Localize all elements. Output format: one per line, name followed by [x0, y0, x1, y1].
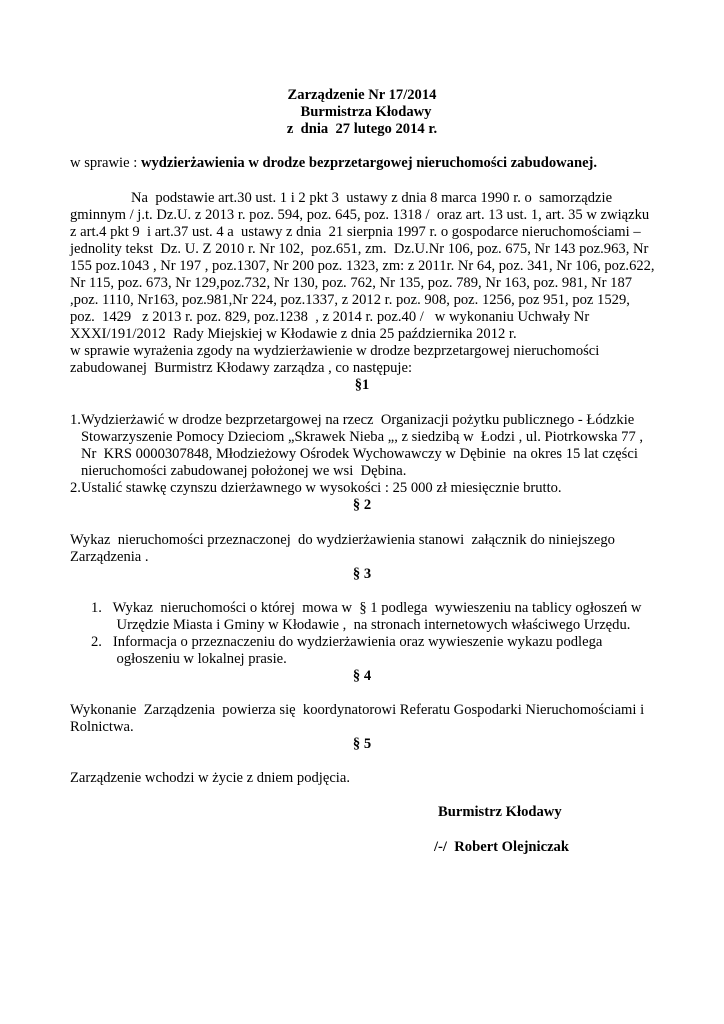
section-1-heading: §1	[354, 377, 370, 393]
section-4-heading: § 4	[352, 668, 372, 684]
preamble-line: XXXI/191/2012 Rady Miejskiej w Kłodawie z dnia 25 października 2012 r.	[70, 326, 517, 342]
section-1-line: nieruchomości zabudowanej położonej we wsi Dębina.	[70, 463, 407, 479]
signature-name: /-/ Robert Olejniczak	[434, 839, 569, 855]
preamble-line: Nr 115, poz. 673, Nr 129,poz.732, Nr 130, poz. 762, Nr 135, poz. 789, Nr 163, poz. 981, Nr 187	[70, 275, 633, 291]
preamble-line: Na podstawie art.30 ust. 1 i 2 pkt 3 ustawy z dnia 8 marca 1990 r. o samorządzie	[131, 190, 613, 206]
preamble-line: ,poz. 1110, Nr163, poz.981,Nr 224, poz.1337, z 2012 r. poz. 908, poz. 1256, poz 951, poz 1529,	[70, 292, 630, 308]
subject-prefix: w sprawie :	[70, 155, 141, 171]
section-1-line: Stowarzyszenie Pomocy Dzieciom „Skrawek Nieba „, z siedzibą w Łodzi , ul. Piotrkowska 77 ,	[70, 429, 644, 445]
section-1-line: 1.Wydzierżawić w drodze bezprzetargowej na rzecz Organizacji pożytku publicznego - Łódzkie	[70, 412, 635, 428]
preamble-line: gminnym / j.t. Dz.U. z 2013 r. poz. 594, poz. 645, poz. 1318 / oraz art. 13 ust. 1, art. 35 w związku	[70, 207, 650, 223]
section-3-heading: § 3	[352, 566, 372, 582]
section-3-line: ogłoszeniu w lokalnej prasie.	[91, 651, 287, 667]
preamble-line: zabudowanej Burmistrz Kłodawy zarządza , co następuje:	[70, 360, 413, 376]
document-title: Zarządzenie Nr 17/2014	[287, 87, 437, 103]
section-1-line: 2.Ustalić stawkę czynszu dzierżawnego w wysokości : 25 000 zł miesięcznie brutto.	[70, 480, 562, 496]
section-5-heading: § 5	[352, 736, 372, 752]
subject-line	[70, 155, 597, 172]
section-2-line: Wykaz nieruchomości przeznaczonej do wydzierżawienia stanowi załącznik do niniejszego	[70, 532, 615, 548]
section-3-line: 2. Informacja o przeznaczeniu do wydzierżawienia oraz wywieszenie wykazu podlega	[91, 634, 603, 650]
subject-text: wydzierżawienia w drodze bezprzetargowej nieruchomości zabudowanej.	[140, 155, 598, 171]
preamble-line: 155 poz.1043 , Nr 197 , poz.1307, Nr 200 poz. 1323, zm: z 2011r. Nr 64, poz. 341, Nr 106, poz.622,	[70, 258, 655, 274]
document-date: z dnia 27 lutego 2014 r.	[286, 121, 438, 137]
section-2-line: Zarządzenia .	[70, 549, 149, 565]
preamble-line: poz. 1429 z 2013 r. poz. 829, poz.1238 , z 2014 r. poz.40 / w wykonaniu Uchwały Nr	[70, 309, 590, 325]
section-5-line: Zarządzenie wchodzi w życie z dniem podjęcia.	[70, 770, 350, 786]
section-4-line: Rolnictwa.	[70, 719, 134, 735]
preamble-line: jednolity tekst Dz. U. Z 2010 r. Nr 102, poz.651, zm. Dz.U.Nr 106, poz. 675, Nr 143 poz.963, Nr	[70, 241, 649, 257]
section-3-line: 1. Wykaz nieruchomości o której mowa w § 1 podlega wywieszeniu na tablicy ogłoszeń w	[91, 600, 642, 616]
section-2-heading: § 2	[352, 497, 372, 513]
section-4-line: Wykonanie Zarządzenia powierza się koordynatorowi Referatu Gospodarki Nieruchomościami i	[70, 702, 645, 718]
section-1-line: Nr KRS 0000307848, Młodzieżowy Ośrodek Wychowawczy w Dębinie na okres 15 lat części	[70, 446, 638, 462]
preamble-line: w sprawie wyrażenia zgody na wydzierżawienie w drodze bezprzetargowej nieruchomości	[70, 343, 600, 359]
signature-role: Burmistrz Kłodawy	[438, 804, 562, 820]
preamble-line: z art.4 pkt 9 i art.37 ust. 4 a ustawy z dnia 21 sierpnia 1997 r. o gospodarce nieruchomościami –	[70, 224, 641, 240]
issuing-authority: Burmistrza Kłodawy	[300, 104, 432, 120]
section-3-line: Urzędzie Miasta i Gminy w Kłodawie , na stronach internetowych właściwego Urzędu.	[91, 617, 631, 633]
